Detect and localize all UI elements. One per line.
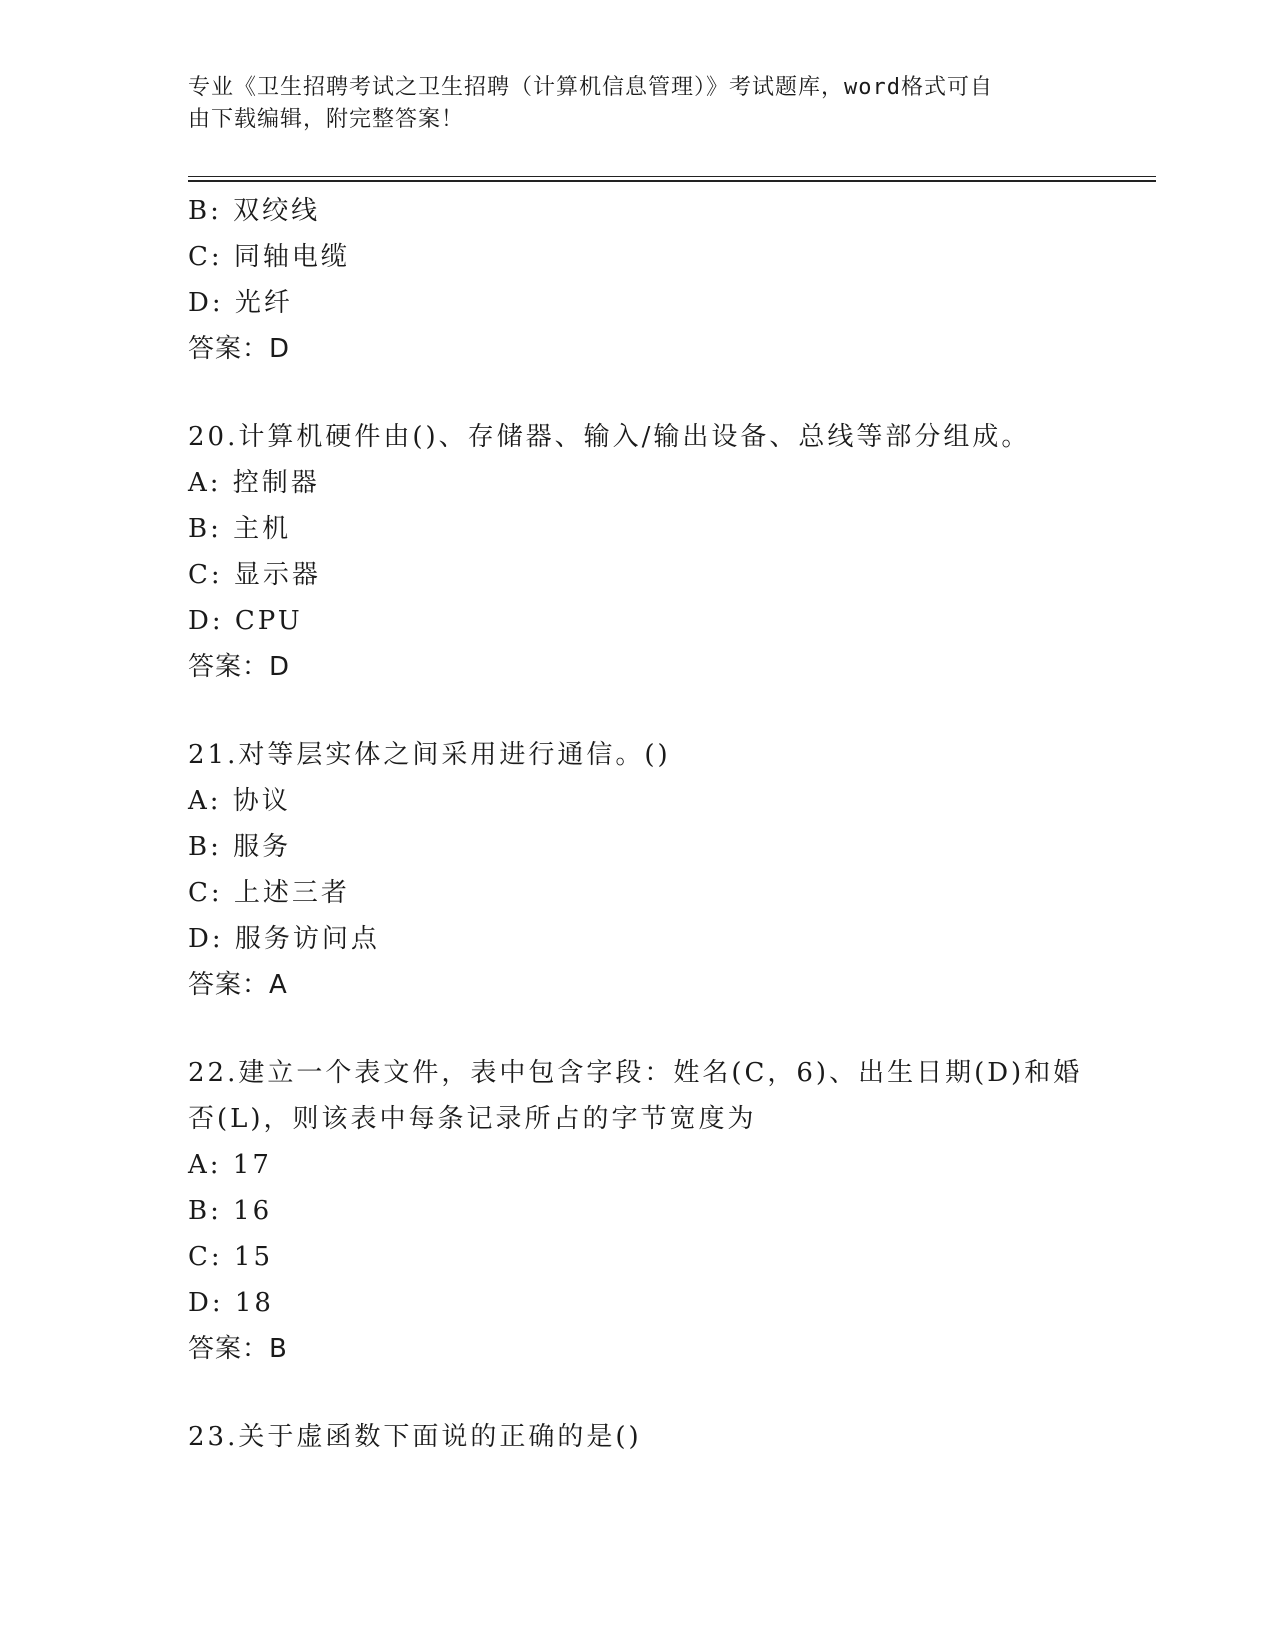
option-d: D: 18 [188,1288,274,1318]
header-divider-thin [188,176,1156,177]
question-22 [188,1050,1088,1372]
question-text: 23.关于虚函数下面说的正确的是() [188,1422,642,1452]
option-d: D: 光纤 [188,288,293,318]
option-d: D: 服务访问点 [188,924,380,954]
option-c: C: 同轴电缆 [188,242,350,272]
question-19-tail [188,188,1088,372]
option-b: B: 16 [188,1196,273,1226]
answer-line: 答案：D [188,334,291,364]
header-divider-thick [188,180,1156,182]
document-header [188,72,1088,136]
spacer [188,372,1088,414]
header-line-1: 专业《卫生招聘考试之卫生招聘（计算机信息管理）》考试题库，word格式可自 [188,75,993,100]
option-b: B: 双绞线 [188,196,321,226]
option-a: A: 协议 [188,786,291,816]
option-c: C: 上述三者 [188,878,350,908]
spacer [188,690,1088,732]
question-20 [188,414,1088,690]
answer-line: 答案：A [188,970,288,1000]
spacer [188,1008,1088,1050]
option-a: A: 17 [188,1150,272,1180]
question-text-line-1: 22.建立一个表文件，表中包含字段：姓名(C，6)、出生日期(D)和婚 [188,1058,1083,1088]
option-c: C: 15 [188,1242,274,1272]
spacer [188,1372,1088,1414]
option-d: D: CPU [188,606,303,636]
question-21 [188,732,1088,1008]
question-text: 20.计算机硬件由()、存储器、输入/输出设备、总线等部分组成。 [188,422,1031,452]
option-a: A: 控制器 [188,468,320,498]
answer-line: 答案：D [188,652,291,682]
question-text-line-2: 否(L)，则该表中每条记录所占的字节宽度为 [188,1104,757,1134]
question-text: 21.对等层实体之间采用进行通信。() [188,740,671,770]
header-line-2: 由下载编辑，附完整答案！ [188,107,465,132]
option-c: C: 显示器 [188,560,321,590]
option-b: B: 服务 [188,832,292,862]
answer-line: 答案：B [188,1334,288,1364]
question-list [188,188,1088,1460]
question-23 [188,1414,1088,1460]
option-b: B: 主机 [188,514,292,544]
